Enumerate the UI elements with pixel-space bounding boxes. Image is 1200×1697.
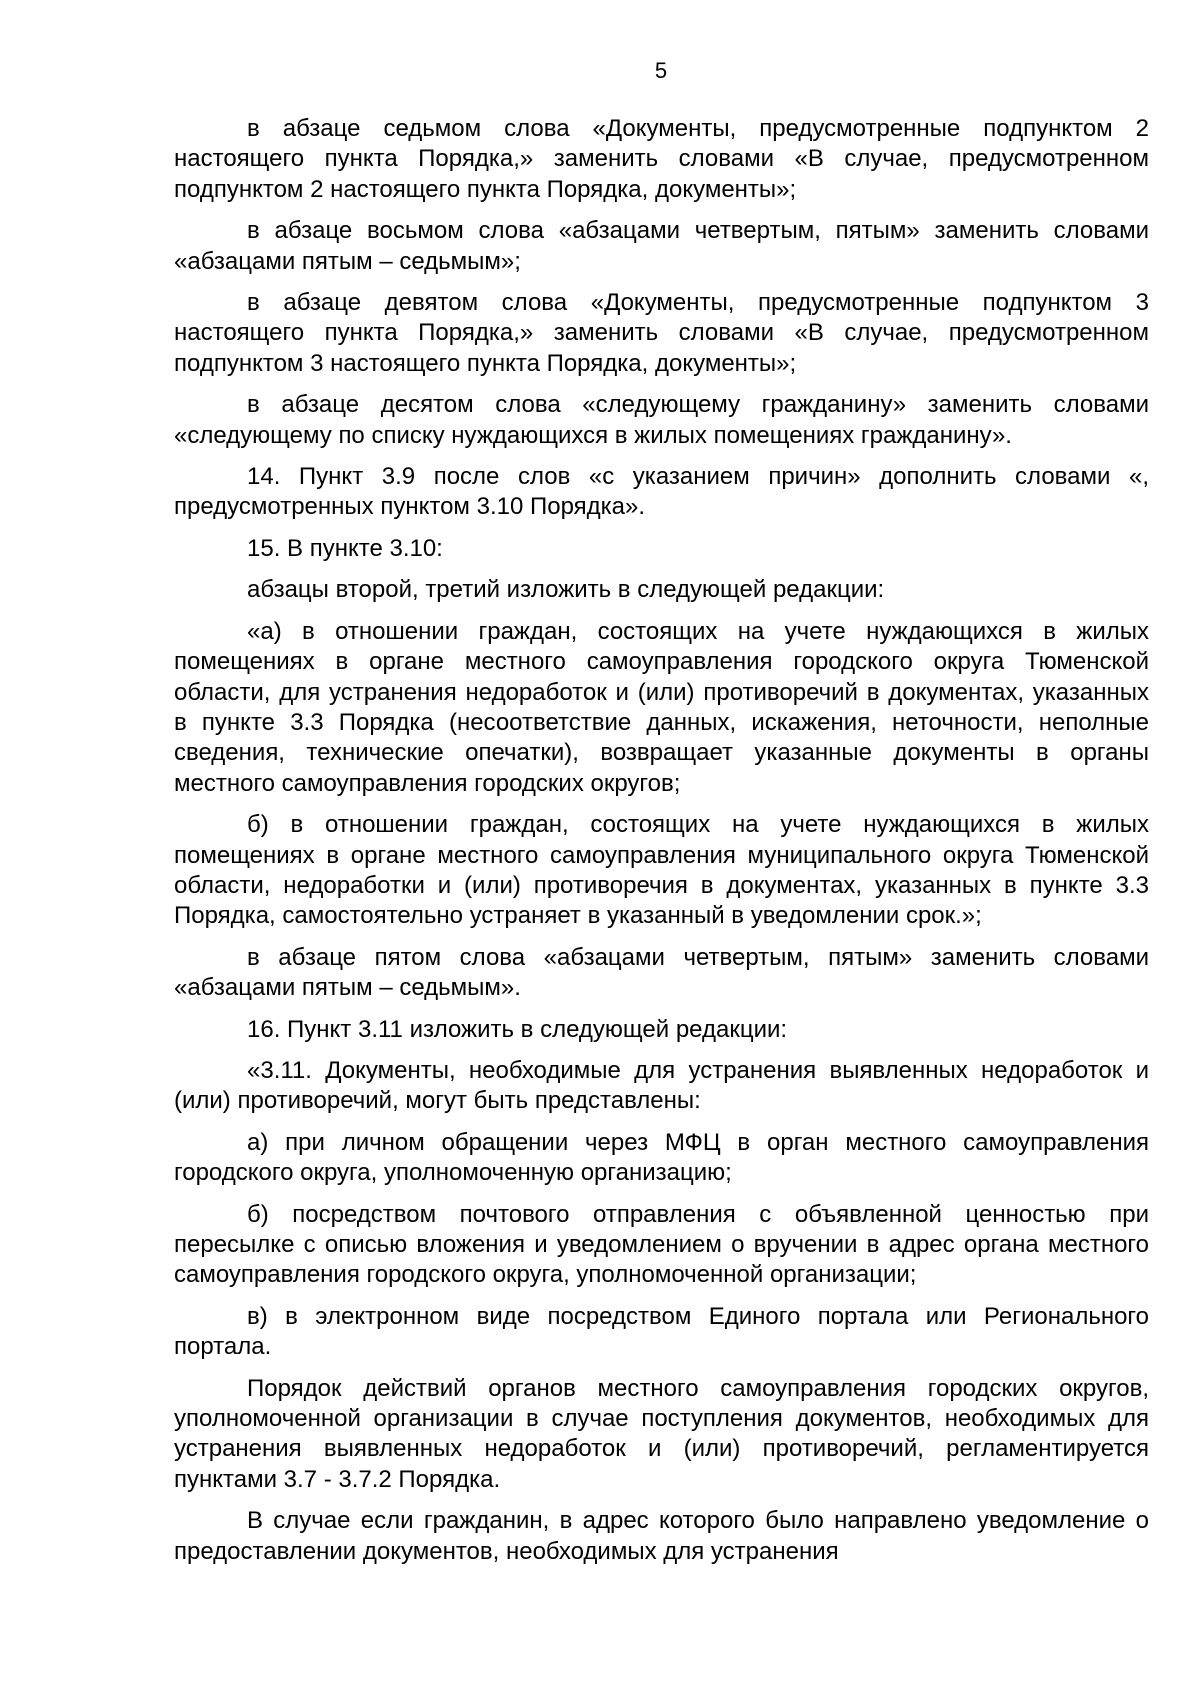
page-number: 5 xyxy=(654,58,668,83)
paragraph-subitem-a: «а) в отношении граждан, состоящих на учете нуждающихся в жилых помещениях в органе местного самоуправления городского округа Тюменской области, для устранения недоработок и (или) противоречий в документах, указанных в пункте 3.3 Порядка (несоответствие данных, искажения, неточности, неполные сведения, технические опечатки), возвращает указанные документы в органы местного самоуправления городских округов; xyxy=(174,617,1149,797)
paragraph: абзацы второй, третий изложить в следующей редакции: xyxy=(247,576,885,604)
paragraph-subitem-a: а) при личном обращении через МФЦ в орган местного самоуправления городского округа, уполномоченную организацию; xyxy=(174,1128,1149,1187)
paragraph: В случае если гражданин, в адрес которого было направлено уведомление о предоставлении документов, необходимых для устранения xyxy=(174,1507,1149,1565)
paragraph: в абзаце десятом слова «следующему гражданину» заменить словами «следующему по списку нуждающихся в жилых помещениях гражданину». xyxy=(174,391,1149,449)
paragraph-item-15: 15. В пункте 3.10: xyxy=(247,534,443,562)
paragraph-item-14: 14. Пункт 3.9 после слов «с указанием причин» дополнить словами «, предусмотренных пунктом 3.10 Порядка». xyxy=(174,463,1149,521)
paragraph-subitem-b: б) в отношении граждан, состоящих на учете нуждающихся в жилых помещениях в органе местного самоуправления муниципального округа Тюменской области, недоработки и (или) противоречия в документах, указанных в пункте 3.3 Порядка, самостоятельно устраняет в указанный в уведомлении срок.»; xyxy=(174,811,1149,930)
paragraph-subitem-b: б) посредством почтового отправления с объявленной ценностью при пересылке с описью вложения и уведомлением о вручении в адрес органа местного самоуправления городского округа, уполномоченной организации; xyxy=(174,1200,1149,1289)
paragraph: в абзаце пятом слова «абзацами четвертым, пятым» заменить словами «абзацами пятым – седьмым». xyxy=(174,943,1149,1002)
paragraph: в абзаце восьмом слова «абзацами четвертым, пятым» заменить словами «абзацами пятым – седьмым»; xyxy=(174,217,1149,275)
paragraph-subitem-v: в) в электронном виде посредством Единого портала или Регионального портала. xyxy=(174,1302,1149,1361)
paragraph: в абзаце девятом слова «Документы, предусмотренные подпунктом 3 настоящего пункта Порядка,» заменить словами «В случае, предусмотренном подпунктом 3 настоящего пункта Порядка, документы»; xyxy=(174,289,1149,377)
paragraph: Порядок действий органов местного самоуправления городских округов, уполномоченной организации в случае поступления документов, необходимых для устранения выявленных недоработок и (или) противоречий, регламентируется пунктами 3.7 - 3.7.2 Порядка. xyxy=(174,1374,1149,1493)
paragraph-item-16: 16. Пункт 3.11 изложить в следующей редакции: xyxy=(247,1015,788,1043)
document-body xyxy=(174,114,1149,1578)
paragraph: в абзаце седьмом слова «Документы, предусмотренные подпунктом 2 настоящего пункта Порядка,» заменить словами «В случае, предусмотренном подпунктом 2 настоящего пункта Порядка, документы»; xyxy=(174,115,1149,203)
paragraph-clause-3-11: «3.11. Документы, необходимые для устранения выявленных недоработок и (или) противоречий, могут быть представлены: xyxy=(174,1056,1149,1115)
